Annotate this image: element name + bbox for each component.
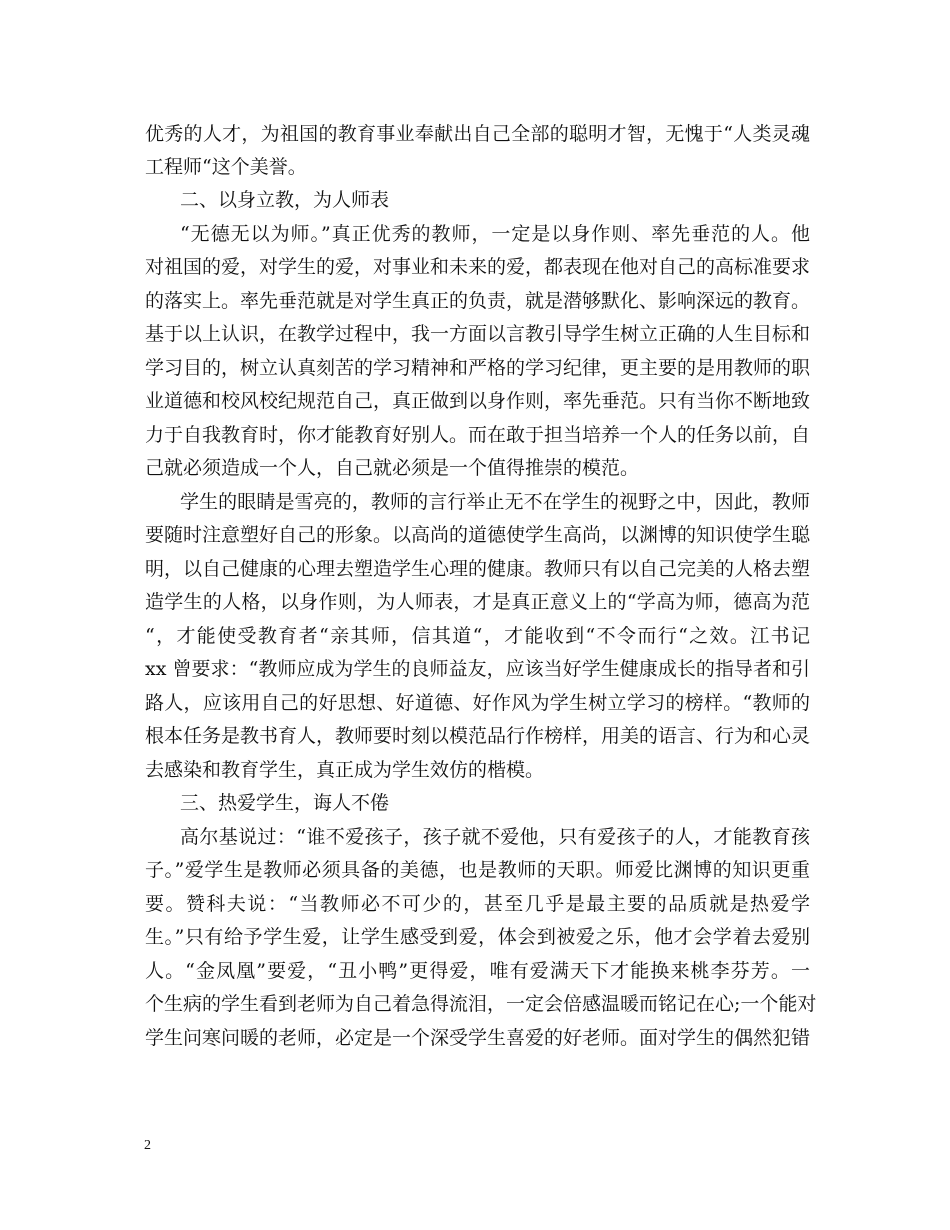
body-text-line: 个生病的学生看到老师为自己着急得流泪，一定会倍感温暖而铭记在心;一个能对	[145, 993, 817, 1015]
body-text-line: 对祖国的爱，对学生的爱，对事业和未来的爱，都表现在他对自己的高标准要求	[145, 256, 811, 278]
body-text-line: xx 曾要求：“教师应成为学生的良师益友，应该当好学生健康成长的指导者和引	[145, 658, 810, 680]
body-text-line: 造学生的人格，以身作则，为人师表，才是真正意义上的“学高为师，德高为范	[145, 591, 810, 613]
body-text-line: 高尔基说过：“谁不爱孩子，孩子就不爱他，只有爱孩子的人，才能教育孩	[180, 826, 810, 848]
body-text-line: 业道德和校风校纪规范自己，真正做到以身作则，率先垂范。只有当你不断地致	[145, 390, 811, 412]
body-text-line: “无德无以为师。”真正优秀的教师，一定是以身作则、率先垂范的人。他	[180, 223, 810, 245]
body-text-line: 根本任务是教书育人，教师要时刻以模范品行作榜样，用美的语言、行为和心灵	[145, 725, 811, 747]
body-text-line: 路人，应该用自己的好思想、好道德、好作风为学生树立学习的榜样。“教师的	[145, 692, 810, 714]
body-text-line: 力于自我教育时，你才能教育好别人。而在敢于担当培养一个人的任务以前，自	[145, 424, 811, 446]
body-text-line: 工程师“这个美誉。	[145, 156, 307, 178]
body-text-line: 优秀的人才，为祖国的教育事业奉献出自己全部的聪明才智，无愧于“人类灵魂	[145, 123, 810, 145]
body-text-line: 去感染和教育学生，真正成为学生效仿的楷模。	[145, 759, 545, 781]
body-text-line: 基于以上认识，在教学过程中，我一方面以言教引导学生树立正确的人生目标和	[145, 323, 811, 345]
section-heading: 二、以身立教，为人师表	[180, 189, 390, 211]
page-number: 2	[144, 1138, 151, 1153]
body-text-line: 要随时注意塑好自己的形象。以高尚的道德使学生高尚，以渊博的知识使学生聪	[145, 524, 811, 546]
section-heading: 三、热爱学生，诲人不倦	[180, 792, 390, 814]
body-text-line: 学生的眼睛是雪亮的，教师的言行举止无不在学生的视野之中，因此，教师	[180, 491, 810, 513]
body-text-line: 人。“金凤凰”要爱，“丑小鸭”更得爱，唯有爱满天下才能换来桃李芬芳。一	[145, 960, 810, 982]
body-text-line: 的落实上。率先垂范就是对学生真正的负责，就是潜够默化、影响深远的教育。	[145, 290, 811, 312]
body-text-line: 生。”只有给予学生爱，让学生感受到爱，体会到被爱之乐，他才会学着去爱别	[145, 926, 810, 948]
body-text-line: 学生问寒问暖的老师，必定是一个深受学生喜爱的好老师。面对学生的偶然犯错	[145, 1027, 811, 1049]
body-text-line: 学习目的，树立认真刻苦的学习精神和严格的学习纪律，更主要的是用教师的职	[145, 357, 811, 379]
body-text-line: 己就必须造成一个人，自己就必须是一个值得推崇的模范。	[145, 457, 640, 479]
body-text-line: “，才能使受教育者“亲其师，信其道“，才能收到“不令而行“之效。江书记	[145, 625, 810, 647]
body-text-line: 明，以自己健康的心理去塑造学生心理的健康。教师只有以自己完美的人格去塑	[145, 558, 811, 580]
body-text-line: 要。赞科夫说：“当教师必不可少的，甚至几乎是最主要的品质就是热爱学	[145, 893, 810, 915]
body-text-line: 子。”爱学生是教师必须具备的美德，也是教师的天职。师爱比渊博的知识更重	[145, 859, 810, 881]
